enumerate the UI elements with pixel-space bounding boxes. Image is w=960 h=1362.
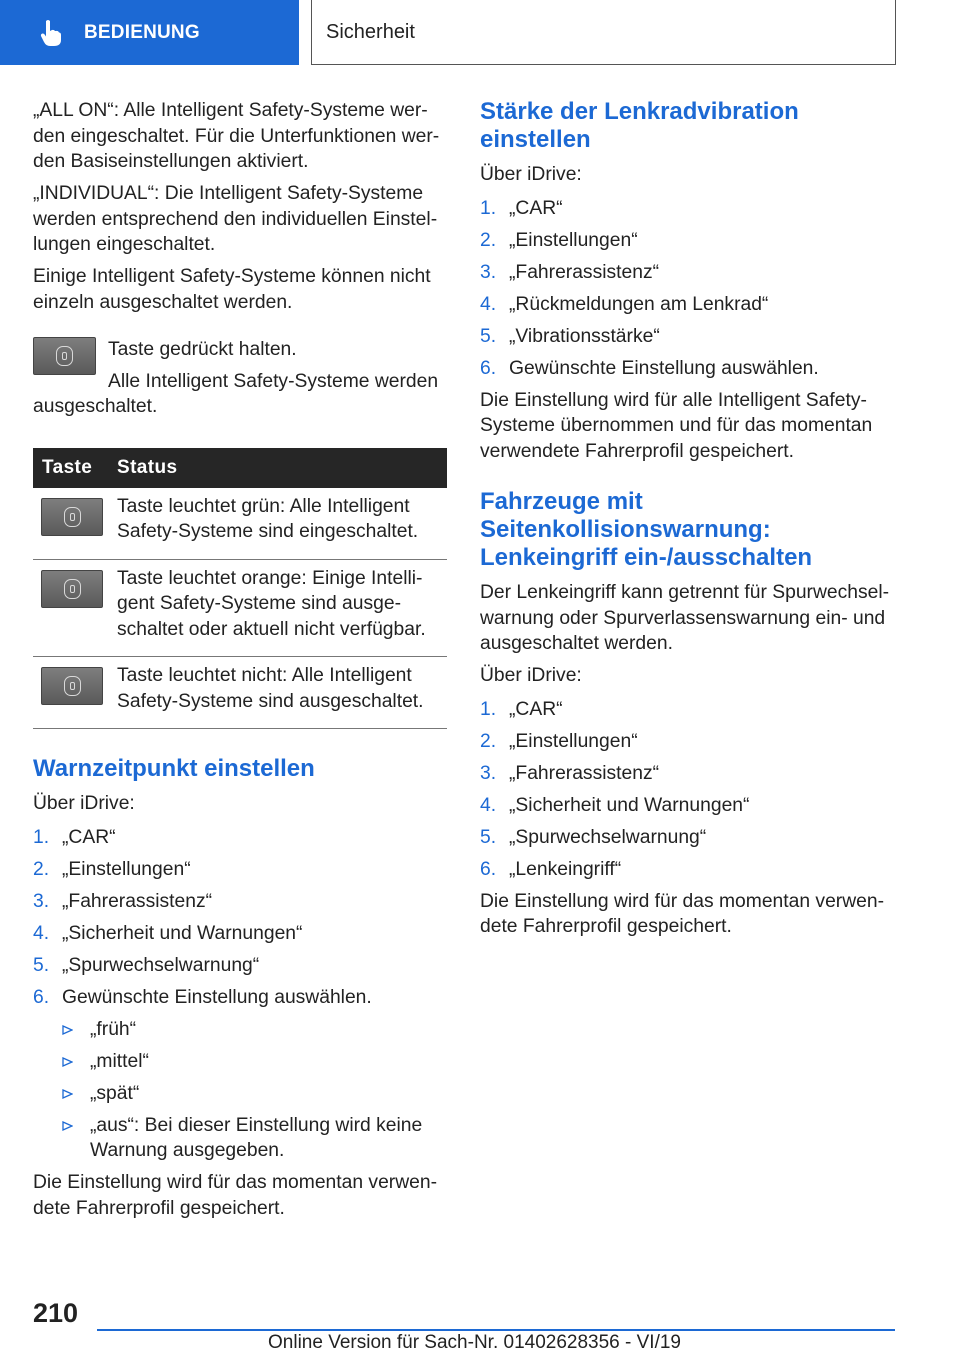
button-status-table bbox=[33, 448, 447, 730]
list-item: 1. „CAR“ bbox=[480, 197, 563, 219]
paragraph-closing-left: Die Einstellung wird für das momentan verwendete Fahrerprofil gespeichert. bbox=[33, 1172, 438, 1219]
key-instruction-line1: Taste gedrückt halten. bbox=[108, 339, 297, 360]
safety-button-icon bbox=[41, 498, 103, 536]
list-item: 3. „Fahrerassistenz“ bbox=[480, 261, 660, 283]
list-item: 4. „Rückmeldungen am Lenkrad“ bbox=[480, 293, 769, 315]
table-header-row bbox=[33, 448, 447, 488]
heading-side-collision: Fahrzeuge mit Seitenkollisionswarnung: Lenkeingriff ein-/ausschalten bbox=[480, 488, 813, 571]
list-item: „früh“ bbox=[62, 1017, 447, 1043]
footer-divider bbox=[97, 1329, 895, 1331]
list-item: 4. „Sicherheit und Warnungen“ bbox=[480, 794, 750, 816]
paragraph-not-individually: Einige Intelligent Safety-Systeme können nicht einzeln ausgeschaltet werden. bbox=[33, 266, 431, 313]
list-item: „aus“: Bei dieser Einstellung wird keine Warnung ausgegeben. bbox=[62, 1113, 447, 1164]
section-title-box bbox=[311, 0, 896, 65]
list-item: 1. „CAR“ bbox=[33, 826, 116, 848]
table-row bbox=[33, 559, 447, 657]
table-cell-status: Taste leuchtet grün: Alle Intelligent Safety-Systeme sind eingeschaltet. bbox=[117, 488, 447, 560]
list-item: 2. „Einstellungen“ bbox=[33, 858, 191, 880]
via-idrive: Über iDrive: bbox=[480, 164, 582, 185]
footer-online-version: Online Version für Sach-Nr. 01402628356 - VI/19 bbox=[268, 1332, 681, 1353]
list-item: 3. „Fahrerassistenz“ bbox=[480, 762, 660, 784]
paragraph-all-on: „ALL ON“: Alle Intelligent Safety-Systeme werden eingeschaltet. Für die Unterfunktionen werden Basiseinstellungen aktiviert. bbox=[33, 100, 440, 172]
table-cell-status: Taste leuchtet orange: Einige Intelligent Safety-Systeme sind ausgeschaltet oder aktuell nicht verfügbar. bbox=[117, 559, 447, 657]
table-row bbox=[33, 657, 447, 729]
triangle-bullet-icon bbox=[62, 1017, 90, 1043]
key-instruction bbox=[33, 337, 447, 420]
safety-button-icon bbox=[41, 667, 103, 705]
list-item: 5. „Vibrationsstärke“ bbox=[480, 325, 660, 347]
paragraph-individual: „INDIVIDUAL“: Die Intelligent Safety-Systeme werden entsprechend den individuellen Einstellungen eingeschaltet. bbox=[33, 183, 438, 255]
list-item: „mittel“ bbox=[62, 1049, 447, 1075]
heading-vibration: Stärke der Lenkradvibration einstellen bbox=[480, 98, 799, 153]
left-column bbox=[33, 98, 447, 1228]
safety-button-icon bbox=[33, 337, 96, 375]
page-number: 210 bbox=[33, 1298, 79, 1328]
steps-list-steering bbox=[480, 697, 896, 883]
list-item: 5. „Spurwechselwarnung“ bbox=[33, 954, 260, 976]
list-item: 6. Gewünschte Einstellung auswählen. bbox=[480, 357, 819, 379]
list-item: 2. „Einstellungen“ bbox=[480, 229, 638, 251]
list-item: „spät“ bbox=[62, 1081, 447, 1107]
list-item: 4. „Sicherheit und Warnungen“ bbox=[33, 922, 303, 944]
list-item: 5. „Spurwechselwarnung“ bbox=[480, 826, 707, 848]
list-item: 3. „Fahrerassistenz“ bbox=[33, 890, 213, 912]
chapter-tab[interactable] bbox=[0, 0, 299, 65]
paragraph-steering-intervention: Der Lenkeingriff kann getrennt für Spurwechselwarnung oder Spurverlassenswarnung ein- und ausgeschaltet werden. bbox=[480, 582, 890, 654]
triangle-bullet-icon bbox=[62, 1113, 90, 1164]
table-header-taste: Taste bbox=[33, 448, 117, 488]
section-title: Sicherheit bbox=[326, 20, 415, 43]
triangle-bullet-icon bbox=[62, 1081, 90, 1107]
table-header-status: Status bbox=[117, 448, 447, 488]
hand-pointer-icon bbox=[36, 18, 66, 48]
steps-list-warning bbox=[33, 825, 447, 1011]
table-row bbox=[33, 488, 447, 560]
via-idrive: Über iDrive: bbox=[480, 665, 582, 686]
paragraph-closing-right: Die Einstellung wird für das momentan verwendete Fahrerprofil gespeichert. bbox=[480, 890, 885, 937]
key-instruction-line2: Alle Intelligent Safety-Systeme werden ausgeschaltet. bbox=[33, 370, 439, 417]
options-list bbox=[62, 1017, 447, 1164]
right-column bbox=[480, 98, 896, 946]
heading-warning-time: Warnzeitpunkt einstellen bbox=[33, 755, 315, 782]
table-cell-status: Taste leuchtet nicht: Alle Intelligent Safety-Systeme sind ausgeschaltet. bbox=[117, 657, 447, 729]
safety-button-icon bbox=[41, 570, 103, 608]
steps-list-vibration bbox=[480, 196, 896, 382]
chapter-tab-label: BEDIENUNG bbox=[84, 21, 200, 43]
list-item: 6. „Lenkeingriff“ bbox=[480, 858, 622, 880]
list-item: 6. Gewünschte Einstellung auswählen. bbox=[33, 986, 372, 1008]
list-item: 2. „Einstellungen“ bbox=[480, 730, 638, 752]
triangle-bullet-icon bbox=[62, 1049, 90, 1075]
via-idrive: Über iDrive: bbox=[33, 793, 135, 814]
list-item: 1. „CAR“ bbox=[480, 698, 563, 720]
paragraph-vibration-note: Die Einstellung wird für alle Intelligent Safety-Systeme übernommen und für das momentan verwendete Fahrerprofil gespeichert. bbox=[480, 389, 873, 462]
